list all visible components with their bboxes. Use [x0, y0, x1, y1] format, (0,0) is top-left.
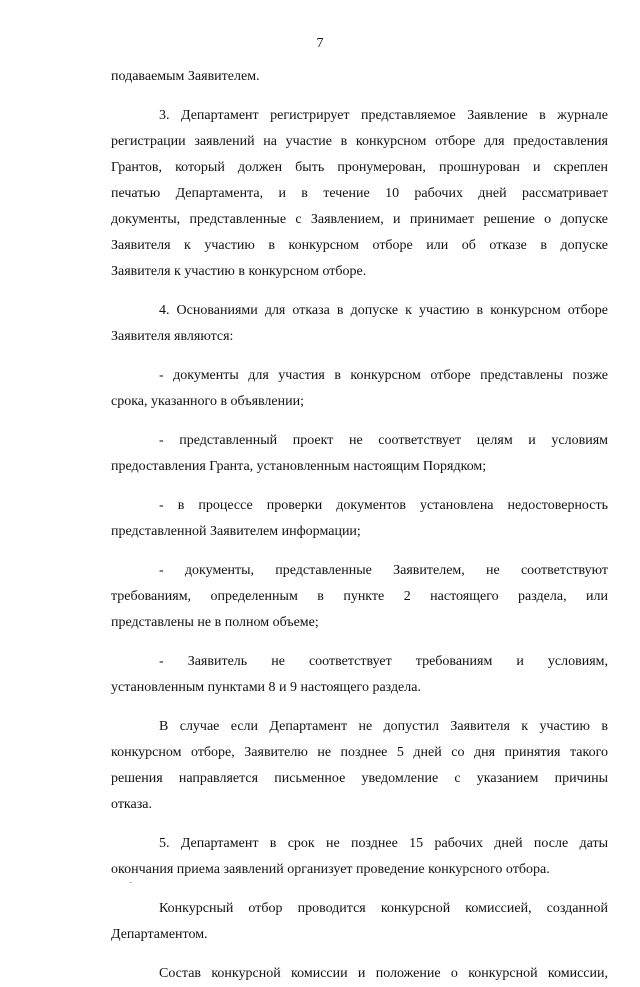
- text-line: подаваемым Заявителем.: [111, 69, 260, 84]
- text-line: отказа.: [111, 797, 152, 812]
- scan-artifact: [129, 882, 132, 883]
- text-line: Состав конкурсной комиссии и положение о конкурсной комиссии,: [159, 966, 608, 981]
- text-line: представленной Заявителем информации;: [111, 524, 361, 539]
- text-line: 3. Департамент регистрирует представляемое Заявление в журнале: [159, 108, 608, 123]
- text-line: срока, указанного в объявлении;: [111, 394, 304, 409]
- text-line: - Заявитель не соответствует требованиям и условиям,: [159, 654, 608, 669]
- text-line: документы, представленные с Заявлением, и принимает решение о допуске: [111, 212, 608, 227]
- text-line: Заявителя являются:: [111, 329, 234, 344]
- text-line: В случае если Департамент не допустил Заявителя к участию в: [159, 719, 608, 734]
- text-line: конкурсном отборе, Заявителю не позднее 5 дней со дня принятия такого: [111, 745, 608, 760]
- text-line: Департаментом.: [111, 927, 208, 942]
- text-line: 5. Департамент в срок не позднее 15 рабочих дней после даты: [159, 836, 608, 851]
- text-line: - в процессе проверки документов установлена недостоверность: [159, 498, 608, 513]
- text-line: окончания приема заявлений организует проведение конкурсного отбора.: [111, 862, 550, 877]
- text-line: - документы для участия в конкурсном отборе представлены позже: [159, 368, 608, 383]
- text-line: установленным пунктами 8 и 9 настоящего раздела.: [111, 680, 421, 695]
- text-line: решения направляется письменное уведомление с указанием причины: [111, 771, 608, 786]
- text-line: требованиям, определенным в пункте 2 настоящего раздела, или: [111, 589, 608, 604]
- text-line: печатью Департамента, и в течение 10 рабочих дней рассматривает: [111, 186, 608, 201]
- text-line: Грантов, который должен быть пронумерован, прошнурован и скреплен: [111, 160, 608, 175]
- page-number: 7: [316, 36, 324, 51]
- text-line: - представленный проект не соответствует целям и условиям: [159, 433, 608, 448]
- text-line: представлены не в полном объеме;: [111, 615, 319, 630]
- text-line: - документы, представленные Заявителем, не соответствуют: [159, 563, 608, 578]
- text-line: Заявителя к участию в конкурсном отборе или об отказе в допуске: [111, 238, 608, 253]
- text-line: предоставления Гранта, установленным настоящим Порядком;: [111, 459, 487, 474]
- text-line: регистрации заявлений на участие в конкурсном отборе для предоставления: [111, 134, 608, 149]
- text-line: Заявителя к участию в конкурсном отборе.: [111, 264, 367, 279]
- text-line: 4. Основаниями для отказа в допуске к участию в конкурсном отборе: [159, 303, 608, 318]
- text-line: Конкурсный отбор проводится конкурсной комиссией, созданной: [159, 901, 608, 916]
